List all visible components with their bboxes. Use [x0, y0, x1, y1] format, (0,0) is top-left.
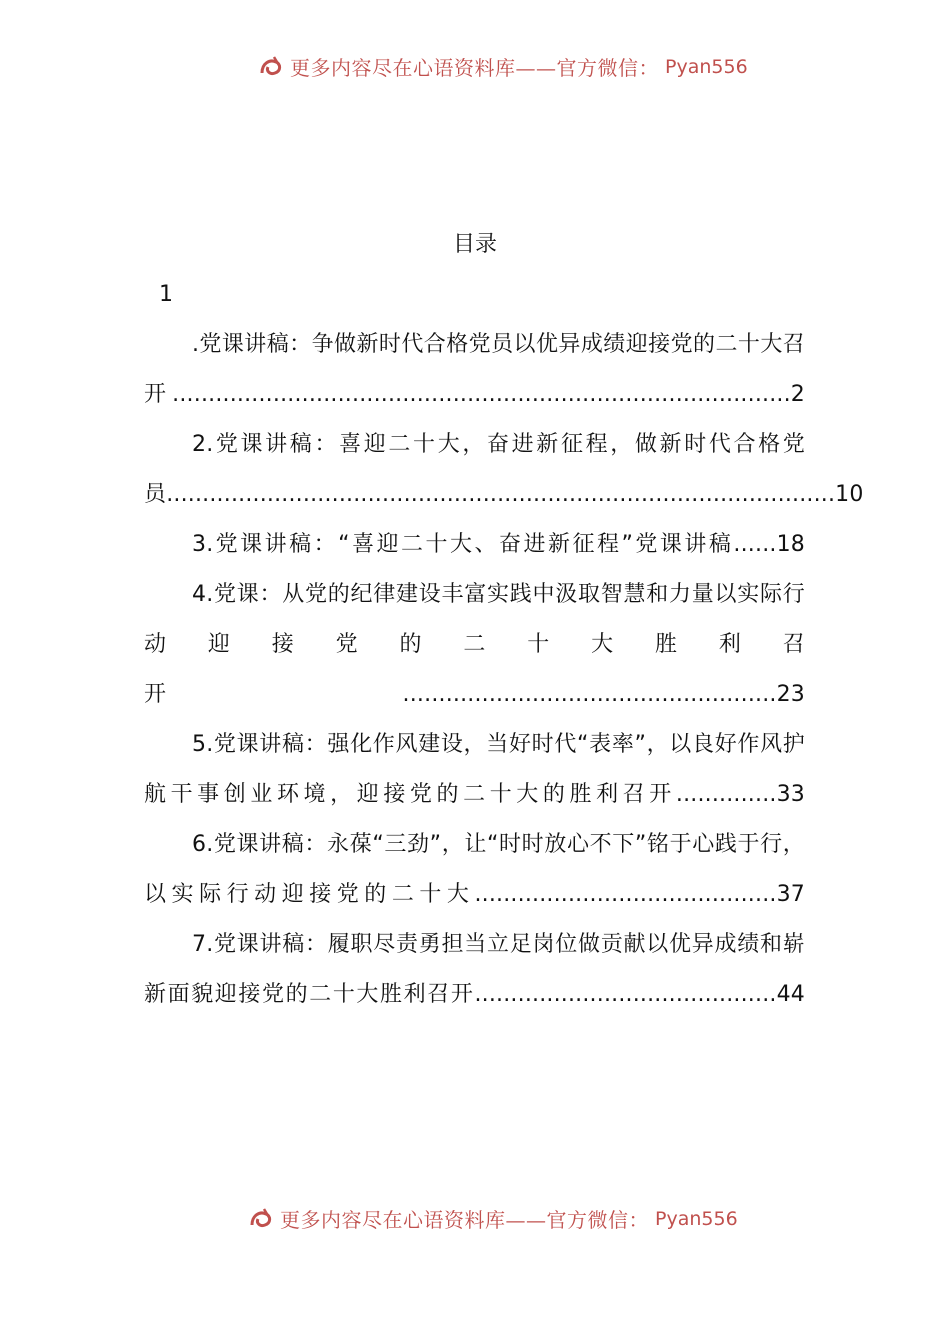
toc-entry-title: 2.党课讲稿：喜迎二十大，奋进新征程，做新时代合格党员 — [144, 432, 805, 507]
toc-entry-title: 5.党课讲稿：强化作风建设，当好时代“表率”，以良好作风护航干事创业环境，迎接党的二十大的胜利召开 — [144, 732, 805, 807]
toc-title: 目录 — [452, 232, 497, 257]
toc-entry-leader: ...................................................................................... — [172, 382, 791, 407]
toc-entry-leader: .............. — [675, 782, 777, 807]
toc-entry-leader: .......................................... — [474, 982, 777, 1007]
toc-entry[interactable] — [144, 570, 805, 720]
toc-lone-number: 1 — [159, 282, 173, 307]
toc-list — [144, 320, 864, 1020]
watermark-text: 更多内容尽在心语资料库——官方微信： — [280, 1208, 649, 1232]
toc-entry-page: 2 — [790, 382, 805, 407]
toc-entry-title: 6.党课讲稿：永葆“三劲”，让“时时放心不下”铭于心践于行，以实际行动迎接党的二十大 — [144, 832, 805, 907]
toc-entry[interactable] — [144, 320, 805, 420]
toc-entry-leader: .................................................... — [402, 682, 777, 707]
toc-entry-leader: .......................................... — [474, 882, 777, 907]
watermark-text: 更多内容尽在心语资料库——官方微信： — [290, 56, 659, 80]
watermark-footer — [0, 1208, 950, 1238]
watermark-header — [0, 56, 950, 86]
toc-entry-page: 37 — [776, 882, 805, 907]
toc-entry-page: 44 — [776, 982, 805, 1007]
toc-entry-page: 18 — [776, 532, 805, 557]
library-logo-icon — [248, 1208, 276, 1233]
toc-entry-title: 4.党课：从党的纪律建设丰富实践中汲取智慧和力量以实际行动迎接党的二十大胜利召开 — [144, 582, 805, 707]
toc-entry-page: 10 — [835, 482, 864, 507]
toc-entry-title: 7.党课讲稿：履职尽责勇担当立足岗位做贡献以优异成绩和崭新面貌迎接党的二十大胜利召开 — [144, 932, 805, 1007]
library-logo-icon — [258, 56, 286, 81]
toc-entry-page: 23 — [776, 682, 805, 707]
toc-entry-leader: ............................................................................................. — [166, 482, 836, 507]
toc-entry-title: 3.党课讲稿：“喜迎二十大、奋进新征程”党课讲稿 — [192, 532, 734, 557]
watermark-handle: Pyan556 — [665, 56, 748, 78]
watermark-handle: Pyan556 — [655, 1208, 738, 1230]
toc-entry[interactable] — [144, 420, 864, 520]
toc-entry[interactable] — [144, 720, 805, 820]
toc-entry-page: 33 — [776, 782, 805, 807]
toc-entry-title: .党课讲稿：争做新时代合格党员以优异成绩迎接党的二十大召开 — [144, 332, 805, 407]
toc-entry[interactable] — [144, 920, 805, 1020]
toc-entry[interactable] — [144, 520, 805, 570]
toc-entry-leader: ...... — [733, 532, 777, 557]
toc-entry[interactable] — [144, 820, 805, 920]
